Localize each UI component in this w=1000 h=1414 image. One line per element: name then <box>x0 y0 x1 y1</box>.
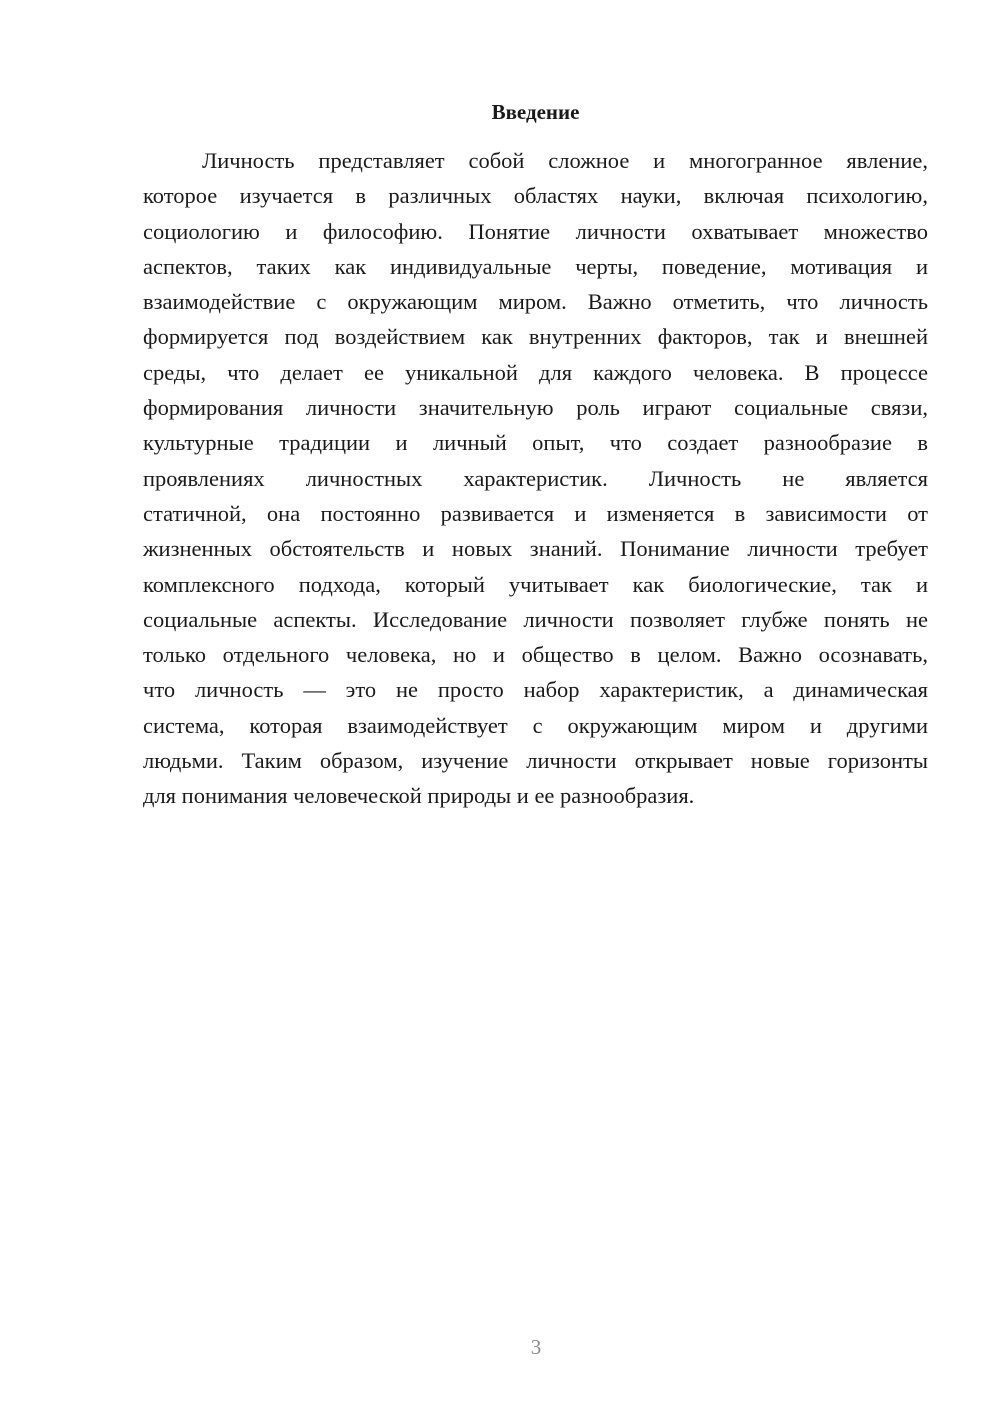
paragraph-line: социологию и философию. Понятие личности охватывает множество <box>143 218 928 244</box>
paragraph-line: комплексного подхода, который учитывает как биологические, так и <box>143 571 928 597</box>
paragraph-line: Личность представляет собой сложное и многогранное явление, <box>202 148 928 173</box>
paragraph-line: статичной, она постоянно развивается и изменяется в зависимости от <box>143 500 928 526</box>
paragraph-line: жизненных обстоятельств и новых знаний. Понимание личности требует <box>143 536 928 562</box>
paragraph-line: что личность — это не просто набор характеристик, а динамическая <box>143 677 928 703</box>
paragraph-line: проявлениях личностных характеристик. Личность не является <box>143 465 928 491</box>
body-paragraph <box>143 143 928 814</box>
paragraph-line: формирования личности значительную роль играют социальные связи, <box>143 395 928 421</box>
paragraph-line: людьми. Таким образом, изучение личности открывает новые горизонты <box>143 748 928 774</box>
paragraph-line: среды, что делает ее уникальной для каждого человека. В процессе <box>143 359 928 385</box>
paragraph-line: только отдельного человека, но и общество в целом. Важно осознавать, <box>143 642 928 668</box>
paragraph-line: взаимодействие с окружающим миром. Важно отметить, что личность <box>143 289 928 315</box>
paragraph-line: социальные аспекты. Исследование личности позволяет глубже понять не <box>143 606 928 632</box>
paragraph-line: для понимания человеческой природы и ее разнообразия. <box>143 783 695 809</box>
paragraph-line: система, которая взаимодействует с окружающим миром и другими <box>143 712 928 738</box>
page-number: 3 <box>530 1335 542 1359</box>
section-heading: Введение <box>491 100 580 124</box>
paragraph-line: аспектов, таких как индивидуальные черты, поведение, мотивация и <box>143 253 928 279</box>
paragraph-line: формируется под воздействием как внутренних факторов, так и внешней <box>143 324 928 350</box>
paragraph-line: культурные традиции и личный опыт, что создает разнообразие в <box>143 430 928 456</box>
paragraph-line: которое изучается в различных областях науки, включая психологию, <box>143 183 928 209</box>
